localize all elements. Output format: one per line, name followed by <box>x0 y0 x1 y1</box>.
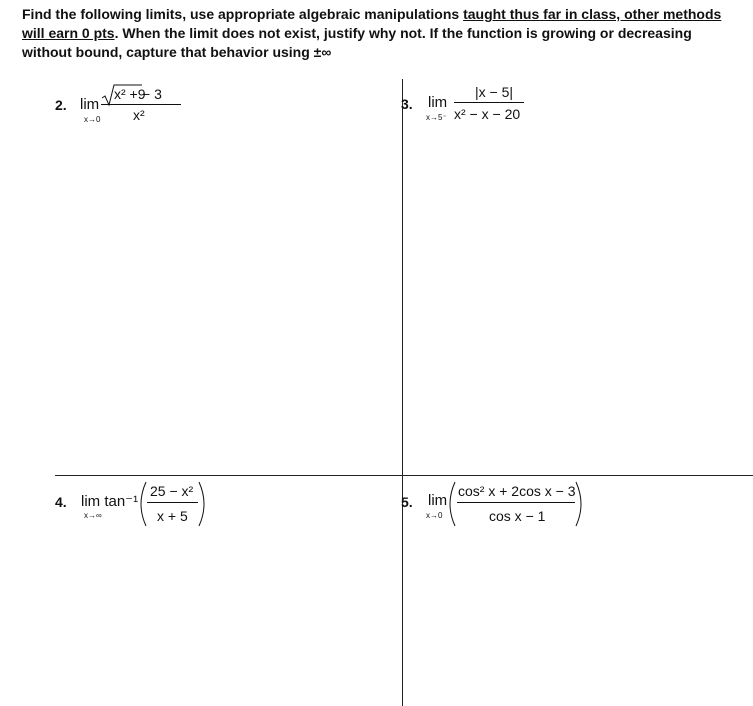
problem-number: 5. <box>401 494 413 510</box>
numerator: 25 − x² <box>150 483 194 499</box>
numerator: |x − 5| <box>475 84 514 100</box>
plus-minus-infinity: ±∞ <box>313 44 332 60</box>
approach-label: x→5⁻ <box>426 113 447 122</box>
denominator: x² <box>133 107 145 123</box>
problem-number: 4. <box>55 494 67 510</box>
lim-label: lim <box>80 96 100 113</box>
denominator: x² − x − 20 <box>454 106 521 122</box>
instructions-text-2: . When the limit does not exist, justify why not. If the function is growing or decreasing without bound, capture that behavior using <box>22 25 692 60</box>
numerator: cos² x + 2cos x − 3 <box>458 483 576 499</box>
fraction-bar <box>457 502 575 503</box>
approach-label: x→0 <box>84 115 101 124</box>
problem-number: 2. <box>55 97 67 113</box>
numerator-radicand: x² +9 <box>114 86 146 102</box>
numerator-rest: − 3 <box>142 86 162 102</box>
instructions-text-1: Find the following limits, use appropriate algebraic manipulations <box>22 6 464 22</box>
lim-label: lim <box>428 492 448 509</box>
approach-label: x→0 <box>426 511 443 520</box>
problem-number: 3. <box>401 96 413 112</box>
denominator: x + 5 <box>157 508 188 524</box>
instructions-underlined: taught thus far in class, other methods will earn 0 pts <box>22 6 722 41</box>
lim-label: lim tan⁻¹ <box>81 493 139 510</box>
approach-label: x→∞ <box>84 511 102 520</box>
lim-label: lim <box>428 94 448 111</box>
denominator: cos x − 1 <box>489 508 546 524</box>
